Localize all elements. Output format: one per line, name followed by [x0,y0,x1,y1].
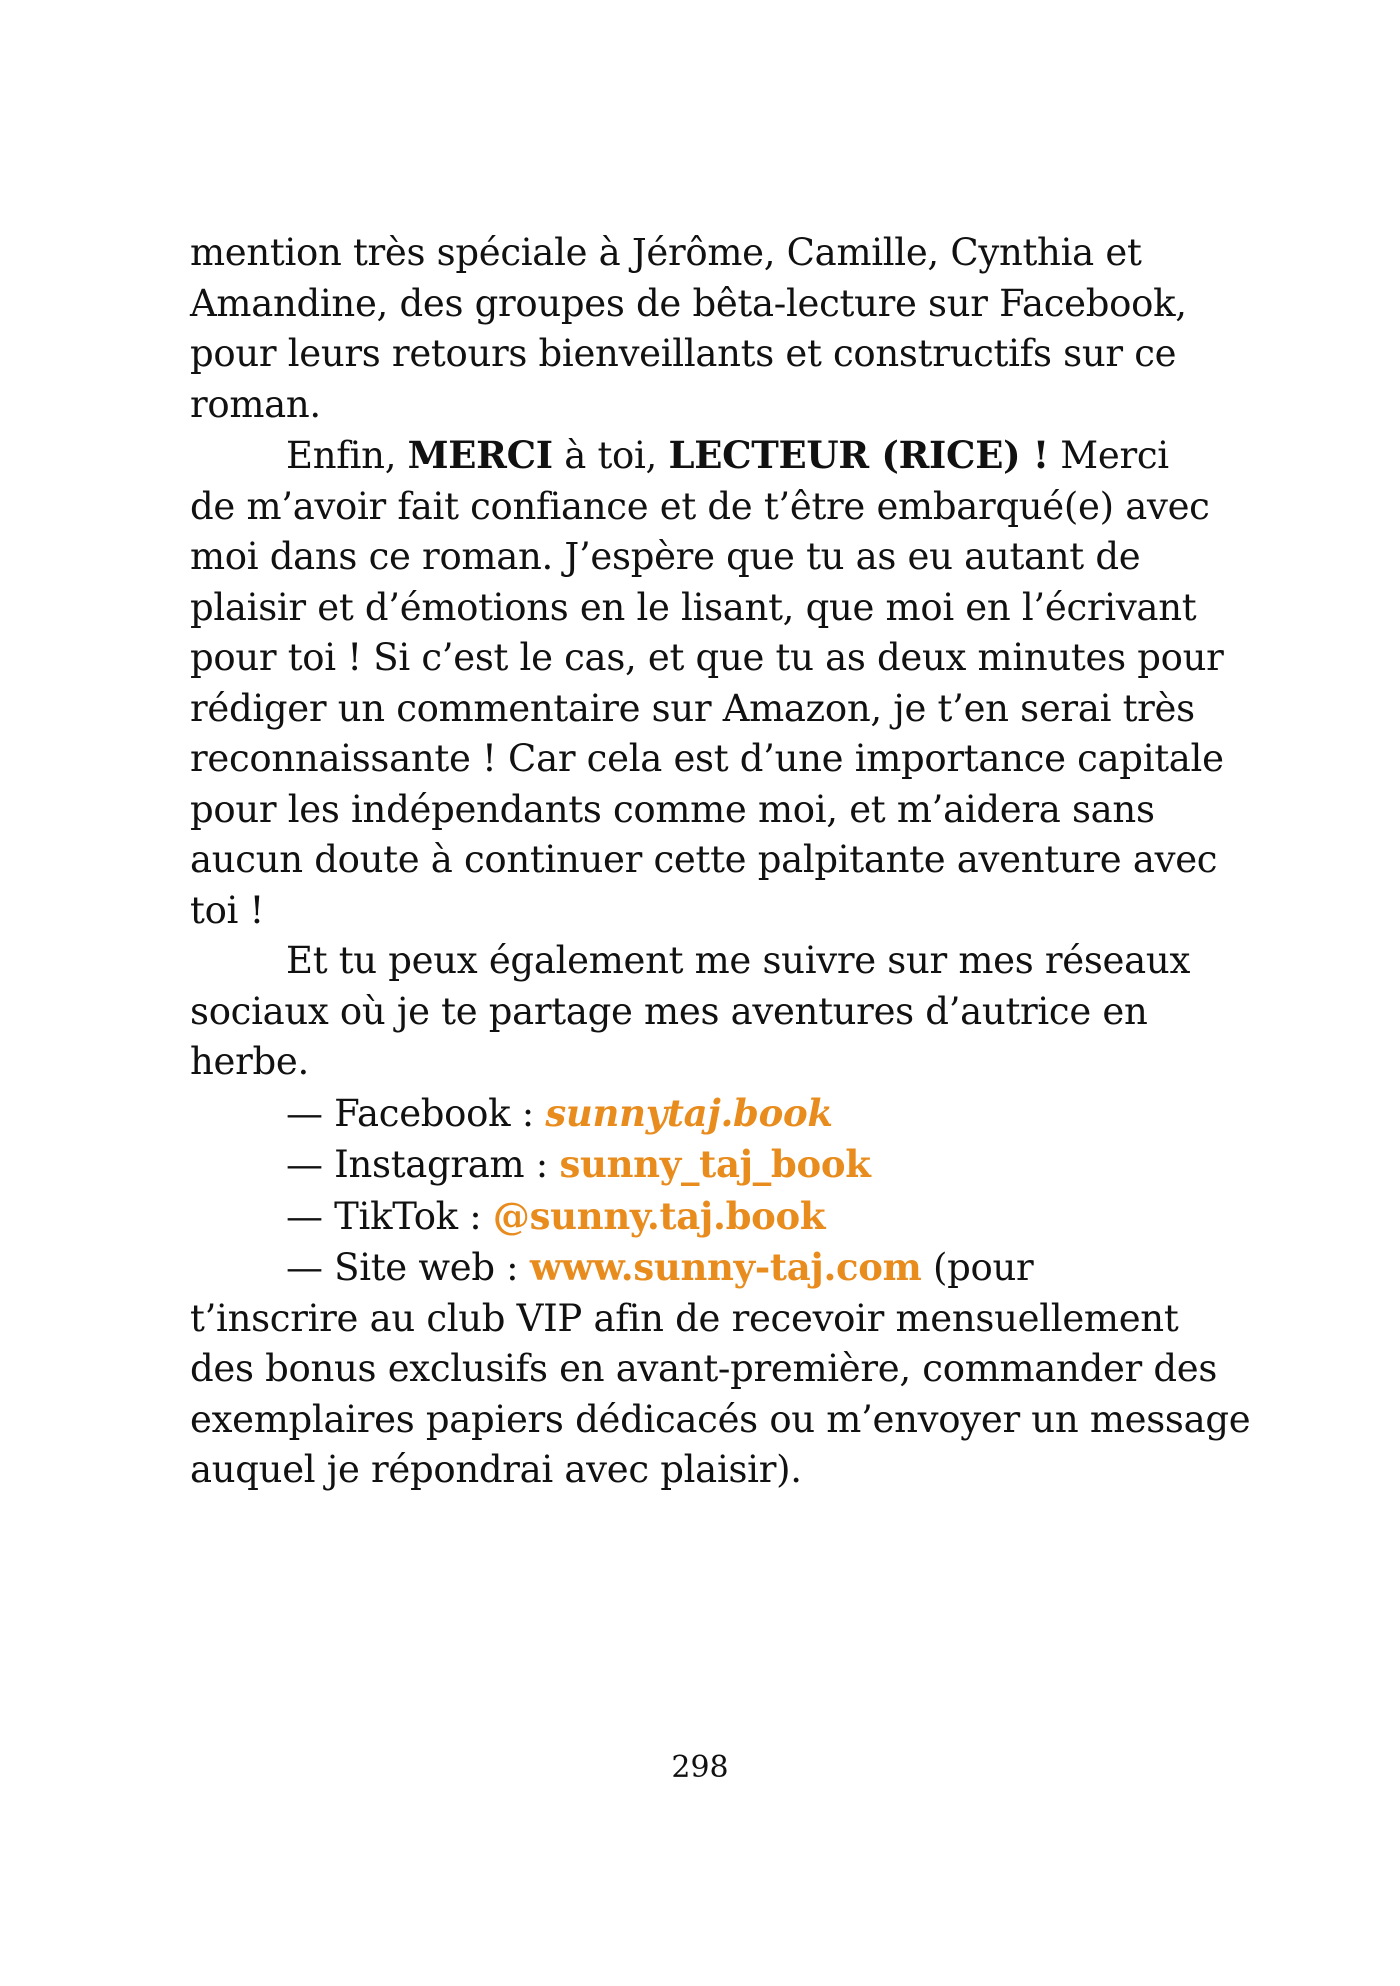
paragraph-2-line-10: toi ! [190,888,265,932]
website-after: (pour [921,1246,1034,1289]
paragraph-4-line-1: t’inscrire au club VIP afin de recevoir mensuellement [190,1296,1179,1340]
thanks-intro: Enfin, [286,434,408,477]
paragraph-1-line-4: roman. [190,382,321,426]
paragraph-3-line-3: herbe. [190,1040,309,1083]
paragraph-3-line-1: Et tu peux également me suivre sur mes réseaux [286,939,1191,982]
website-link[interactable]: www.sunny-taj.com [529,1245,922,1289]
paragraph-1-line-2: Amandine, des groupes de bêta-lecture sur Facebook, [190,281,1187,325]
paragraph-2-line-7: reconnaissante ! Car cela est d’une importance capitale [190,737,1224,780]
website-label: — Site web : [286,1246,530,1289]
social-website [190,1242,1200,1294]
thanks-merci: MERCI [407,433,553,477]
page-number: 298 [671,1750,729,1785]
paragraph-1-line-1: mention très spéciale à Jérôme, Camille, Cynthia et [190,231,1142,274]
paragraph-2-line-6: rédiger un commentaire sur Amazon, je t’en serai très [190,686,1195,730]
facebook-link[interactable]: sunnytaj.book [545,1090,833,1135]
instagram-link[interactable]: sunny_taj_book [559,1142,871,1186]
social-instagram [190,1139,1200,1191]
facebook-label: — Facebook : [286,1091,546,1135]
thanks-a-toi: à toi, [552,434,669,477]
tiktok-link[interactable]: @sunny.taj.book [492,1193,826,1238]
paragraph-4-line-4: auquel je répondrai avec plaisir). [190,1448,802,1491]
social-facebook [190,1088,1200,1140]
paragraph-2-line-4: plaisir et d’émotions en le lisant, que moi en l’écrivant [190,585,1197,629]
paragraph-2-line-9: aucun doute à continuer cette palpitante aventure avec [190,838,1218,881]
paragraph-2-line-8: pour les indépendants comme moi, et m’aidera sans [190,787,1155,831]
body-text [190,228,1251,1496]
social-tiktok [190,1191,1200,1243]
thanks-lecteur: LECTEUR (RICE) ! [668,433,1049,477]
paragraph-4-line-2: des bonus exclusifs en avant-première, commander des [190,1347,1218,1390]
paragraph-2-line-5: pour toi ! Si c’est le cas, et que tu as deux minutes pour [190,636,1224,679]
paragraph-1-line-3: pour leurs retours bienveillants et constructifs sur ce [190,332,1177,375]
paragraph-2-line-3: moi dans ce roman. J’espère que tu as eu autant de [190,535,1141,578]
paragraph-2-line-2: de m’avoir fait confiance et de t’être embarqué(e) avec [190,484,1210,528]
tiktok-label: — TikTok : [286,1194,493,1238]
instagram-label: — Instagram : [286,1143,560,1186]
thanks-merci-end: Merci [1048,434,1169,477]
paragraph-3-line-2: sociaux où je te partage mes aventures d’autrice en [190,989,1148,1033]
paragraph-4-line-3: exemplaires papiers dédicacés ou m’envoyer un message [190,1397,1251,1441]
paragraph-2-line-1 [190,430,1200,482]
